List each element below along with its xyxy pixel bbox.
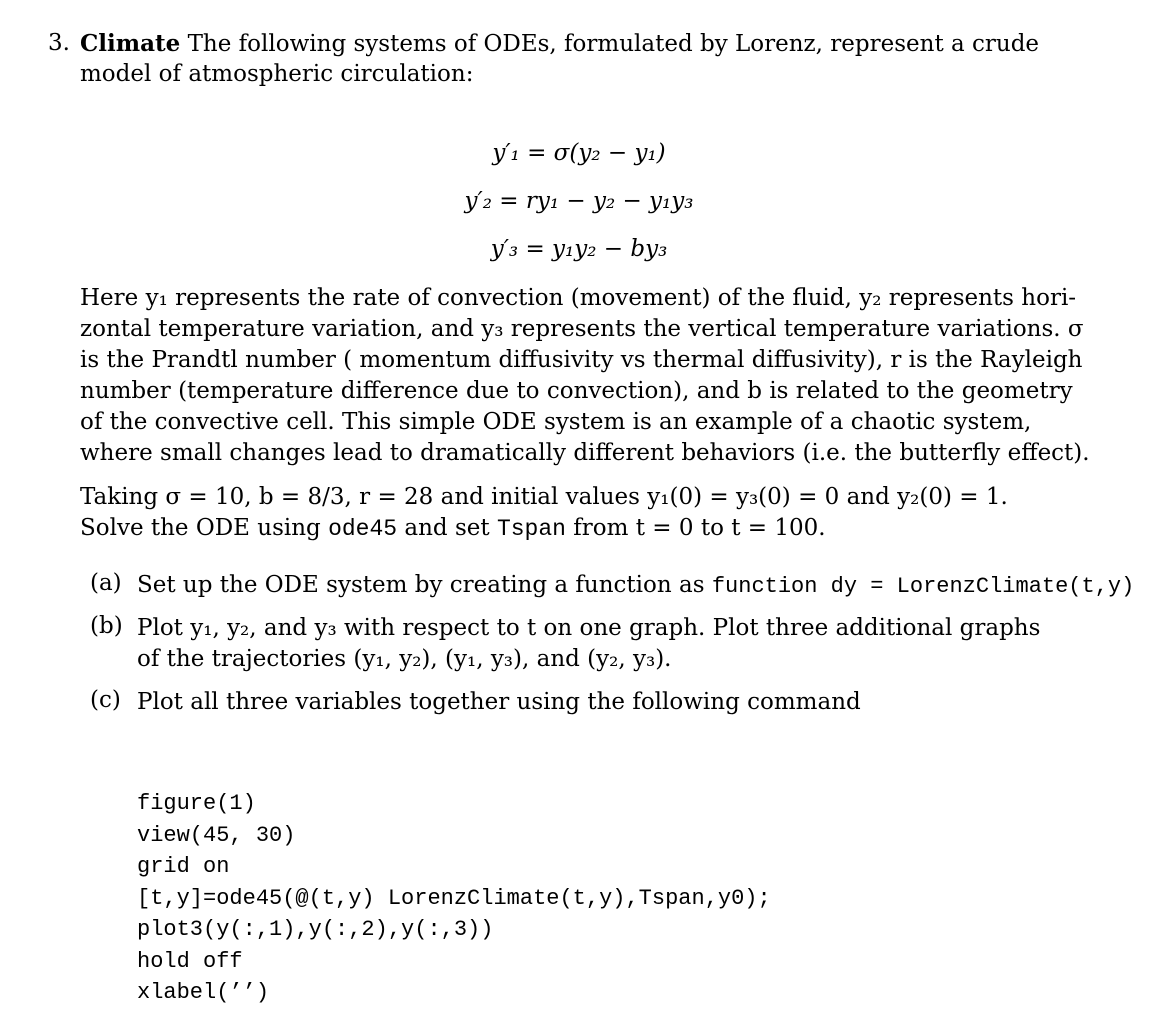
problem-header-line1 [80, 30, 1039, 57]
description-line-1: Here y₁ represents the rate of convection (movement) of the fluid, y₂ represents hori- [80, 285, 1077, 311]
equation-1: y′₁ = σ(y₂ − y₁) [492, 140, 666, 166]
item-c-label: (c) [90, 687, 121, 713]
code-line: [t,y]=ode45(@(t,y) LorenzClimate(t,y),Tspan,y0); [137, 885, 771, 911]
problem-intro-line1: The following systems of ODEs, formulated by Lorenz, represent a crude [187, 31, 1040, 57]
code-ode45: ode45 [328, 516, 398, 542]
equation-3: y′₃ = y₁y₂ − by₃ [490, 236, 668, 262]
code-line: view(45, 30) [137, 822, 296, 848]
equation-2: y′₂ = ry₁ − y₂ − y₁y₃ [464, 188, 694, 214]
description-line-3: is the Prandtl number ( momentum diffusivity vs thermal diffusivity), r is the Rayleigh [80, 347, 1083, 373]
problem-intro-line2: model of atmospheric circulation: [80, 61, 474, 87]
problem-number: 3. [48, 30, 70, 56]
params-line-2-post: from t = 0 to t = 100. [565, 515, 826, 541]
params-line-2-mid: and set [397, 515, 497, 541]
params-line-1: Taking σ = 10, b = 8/3, r = 28 and initial values y₁(0) = y₃(0) = 0 and y₂(0) = 1. [80, 484, 1008, 510]
item-b-line2: of the trajectories (y₁, y₂), (y₁, y₃), and (y₂, y₃). [137, 646, 672, 672]
code-line: grid on [137, 854, 230, 879]
description-line-4: number (temperature difference due to convection), and b is related to the geometry [80, 378, 1073, 404]
code-line: xlabel(’’) [137, 980, 270, 1005]
item-a-text [137, 570, 1134, 602]
code-line: hold off [137, 948, 243, 974]
description-line-2: zontal temperature variation, and y₃ represents the vertical temperature variations. σ [80, 316, 1084, 342]
description-line-6: where small changes lead to dramatically different behaviors (i.e. the butterfly effect). [80, 440, 1090, 466]
code-block [137, 788, 771, 1009]
item-c-text: Plot all three variables together using the following command [137, 689, 861, 715]
params-line-2-pre: Solve the ODE using [80, 515, 329, 541]
params-line-2 [80, 513, 826, 545]
item-b-line1: Plot y₁, y₂, and y₃ with respect to t on one graph. Plot three additional graphs [137, 615, 1041, 641]
description-line-5: of the convective cell. This simple ODE system is an example of a chaotic system, [80, 409, 1032, 435]
item-a-description: Set up the ODE system by creating a function as [137, 572, 712, 598]
item-b-label: (b) [90, 613, 123, 639]
item-a-code: function dy = LorenzClimate(t,y) [711, 574, 1135, 599]
code-tspan: Tspan [496, 516, 566, 542]
code-line: figure(1) [137, 791, 256, 816]
code-line: plot3(y(:,1),y(:,2),y(:,3)) [137, 917, 494, 942]
problem-title: Climate [80, 30, 181, 57]
item-a-label: (a) [90, 570, 122, 596]
